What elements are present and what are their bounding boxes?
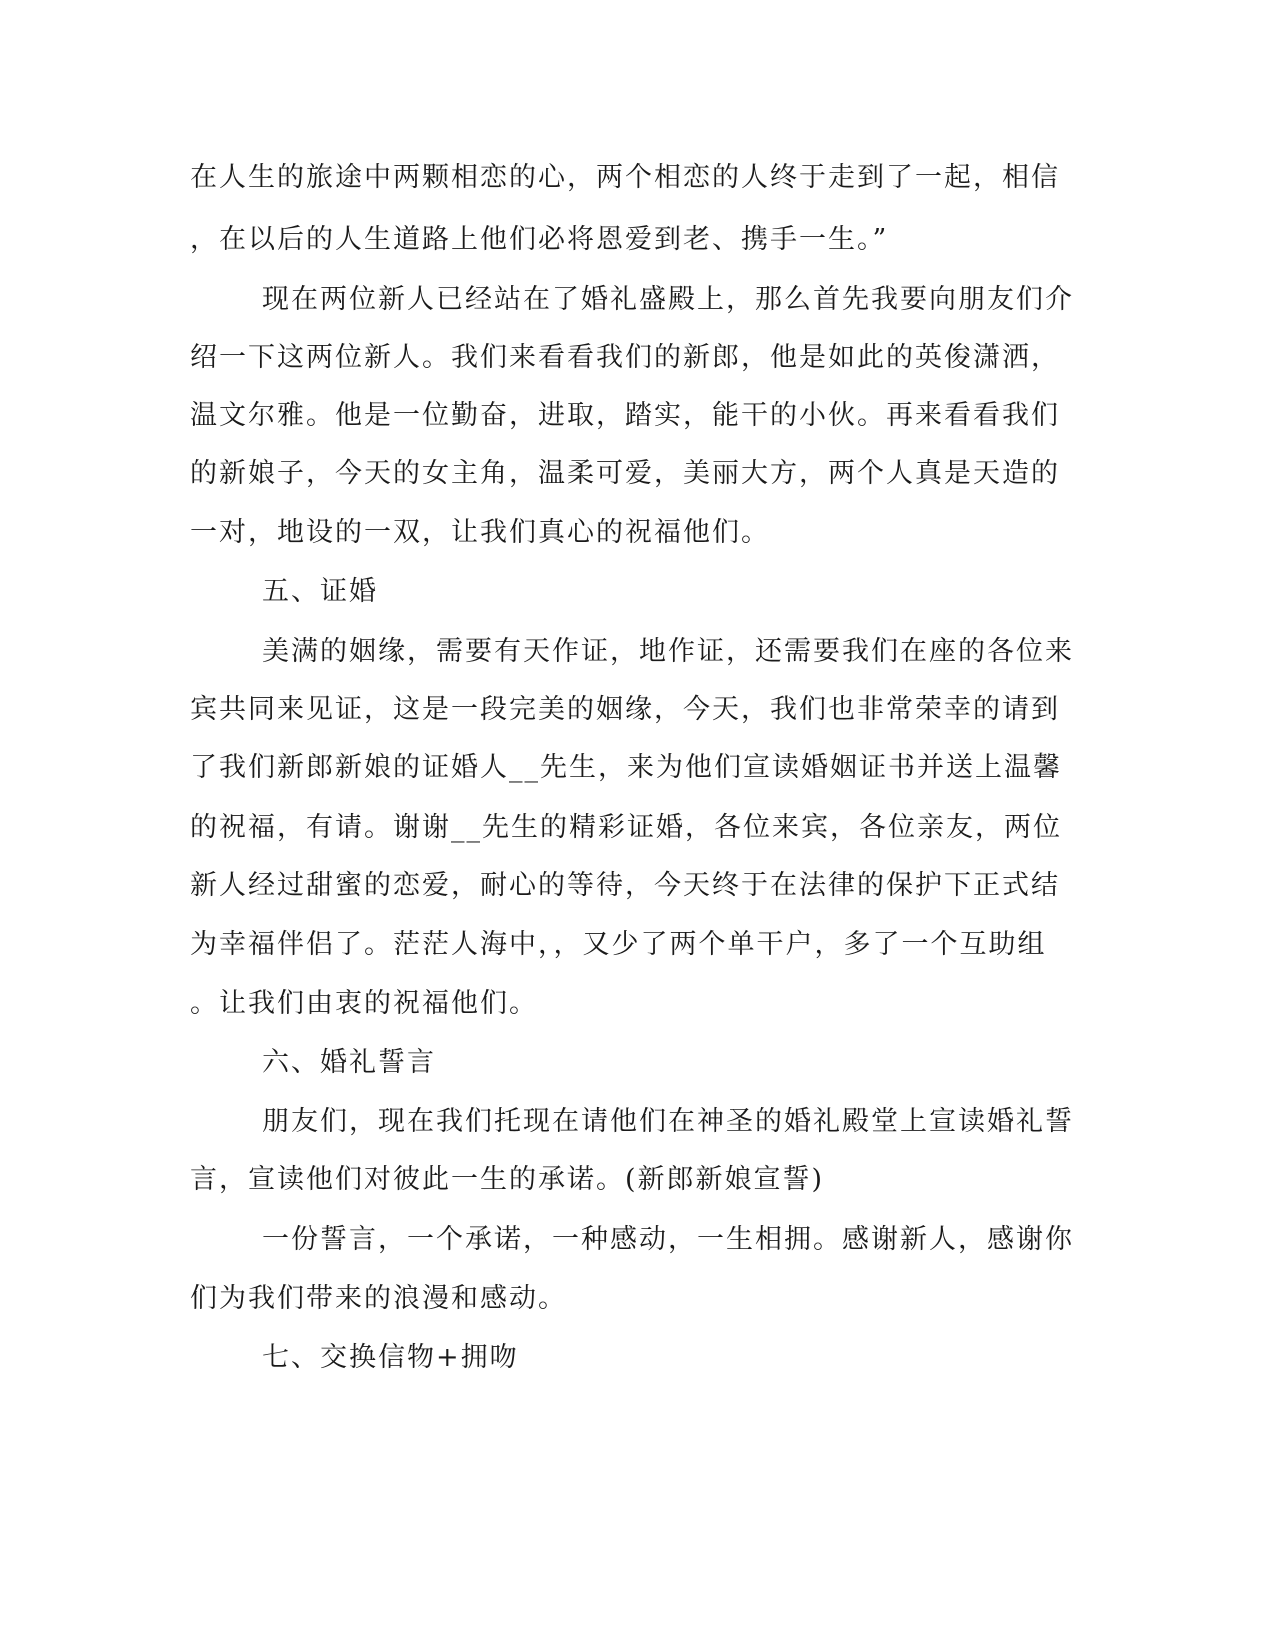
section-heading: 六、婚礼誓言 <box>262 1047 436 1078</box>
paragraph-start: 现在两位新人已经站在了婚礼盛殿上，那么首先我要向朋友们介 <box>262 284 1074 315</box>
text-line: 为幸福伴侣了。茫茫人海中，，又少了两个单干户，多了一个互助组 <box>190 929 1047 960</box>
paragraph-start: 朋友们，现在我们托现在请他们在神圣的婚礼殿堂上宣读婚礼誓 <box>262 1106 1074 1137</box>
text-line: 在人生的旅途中两颗相恋的心，两个相恋的人终于走到了一起，相信 <box>190 162 1060 193</box>
text-line: 了我们新郎新娘的证婚人__先生，来为他们宣读婚姻证书并送上温馨 <box>190 752 1062 783</box>
text-line: 一对，地设的一双，让我们真心的祝福他们。 <box>190 517 770 548</box>
text-line: 温文尔雅。他是一位勤奋，进取，踏实，能干的小伙。再来看看我们 <box>190 400 1060 431</box>
text-line: 的祝福，有请。谢谢__先生的精彩证婚，各位来宾，各位亲友，两位 <box>190 812 1062 843</box>
text-line: 绍一下这两位新人。我们来看看我们的新郎，他是如此的英俊潇洒， <box>190 342 1060 373</box>
text-line: 宾共同来见证，这是一段完美的姻缘，今天，我们也非常荣幸的请到 <box>190 694 1060 725</box>
paragraph-start: 一份誓言，一个承诺，一种感动，一生相拥。感谢新人，感谢你 <box>262 1224 1074 1255</box>
section-heading: 七、交换信物+拥吻 <box>262 1342 519 1373</box>
paragraph-start: 美满的姻缘，需要有天作证，地作证，还需要我们在座的各位来 <box>262 636 1074 667</box>
text-line: 新人经过甜蜜的恋爱，耐心的等待，今天终于在法律的保护下正式结 <box>190 870 1060 901</box>
section-heading: 五、证婚 <box>262 576 378 607</box>
text-line: ，在以后的人生道路上他们必将恩爱到老、携手一生。” <box>190 224 889 255</box>
text-line: 。让我们由衷的祝福他们。 <box>190 988 538 1019</box>
text-line: 的新娘子，今天的女主角，温柔可爱，美丽大方，两个人真是天造的 <box>190 458 1060 489</box>
text-line: 言，宣读他们对彼此一生的承诺。(新郎新娘宣誓) <box>190 1164 825 1195</box>
text-line: 们为我们带来的浪漫和感动。 <box>190 1283 567 1314</box>
